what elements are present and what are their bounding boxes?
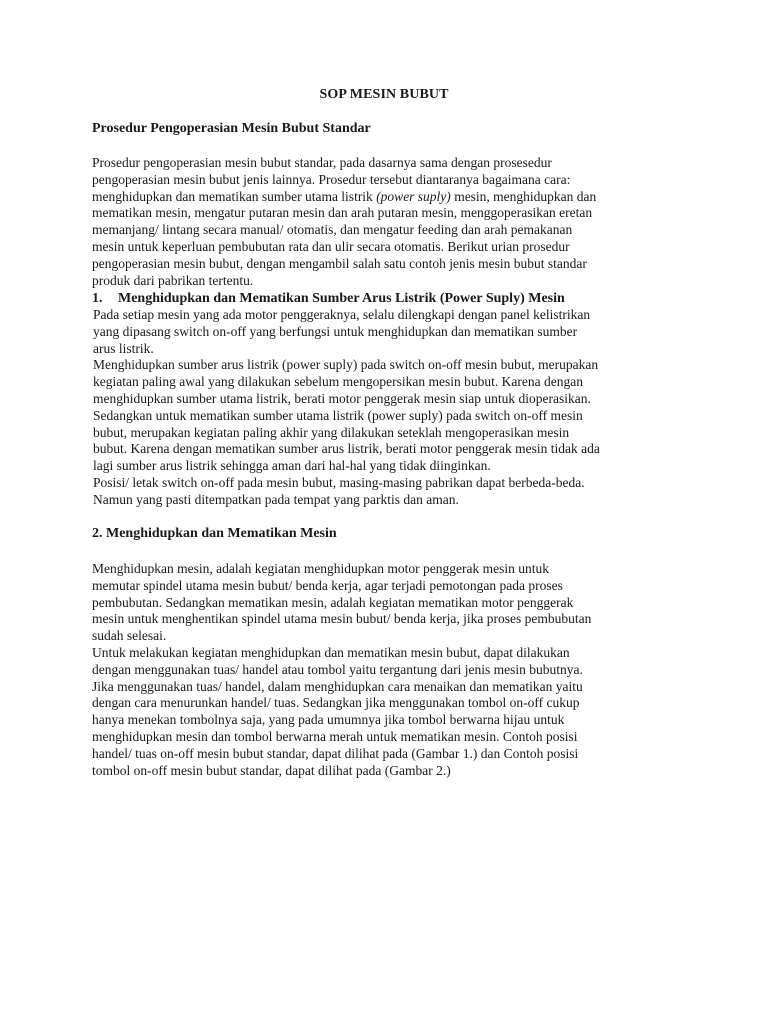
intro-line: pengoperasian mesin bubut jenis lainnya. Prosedur tersebut diantaranya bagaimana cara:: [92, 171, 571, 187]
intro-italic-text: (power suply): [376, 188, 451, 204]
intro-line: produk dari pabrikan tertentu.: [92, 272, 254, 288]
section1-line: menghidupkan sumber utama listrik, berati motor penggerak mesin siap untuk dioperasikan.: [93, 390, 591, 406]
intro-line: Prosedur pengoperasian mesin bubut standar, pada dasarnya sama dengan prosesedur: [92, 155, 552, 170]
intro-line: mesin untuk keperluan pembubutan rata dan ulir secara otomatis. Berikut urian prosedur: [92, 238, 570, 254]
section1-line: Posisi/ letak switch on-off pada mesin bubut, masing-masing pabrikan dapat berbeda-beda.: [93, 474, 585, 490]
section2-line: mesin untuk menghentikan spindel utama mesin bubut/ benda kerja, jika proses pembubutan: [92, 611, 592, 627]
section2-line: hanya menekan tombolnya saja, yang pada umumnya jika tombol berwarna hijau untuk: [92, 712, 565, 728]
section2-heading: 2. Menghidupkan dan Mematikan Mesin: [92, 526, 337, 541]
section1-number: 1.: [92, 291, 103, 306]
intro-line-text: menghidupkan dan mematikan sumber utama listrik: [92, 188, 377, 204]
section2-line: tombol on-off mesin bubut standar, dapat dilihat pada (Gambar 2.): [92, 762, 451, 778]
section2-line: dengan menggunakan tuas/ handel atau tombol yaitu tergantung dari jenis mesin bubutnya.: [92, 661, 583, 677]
section2-paragraph: [92, 561, 692, 779]
section2-line: Untuk melakukan kegiatan menghidupkan dan mematikan mesin bubut, dapat dilakukan: [92, 644, 570, 660]
intro-line: pengoperasian mesin bubut, dengan mengambil salah satu contoh jenis mesin bubut standar: [92, 255, 587, 271]
section2-line: pembubutan. Sedangkan mematikan mesin, adalah kegiatan mematikan motor penggerak: [92, 594, 574, 610]
section1-line: yang dipasang switch on-off yang berfungsi untuk menghidupkan dan mematikan sumber: [93, 323, 578, 339]
section1-line: Menghidupkan sumber arus listrik (power suply) pada switch on-off mesin bubut, merupakan: [93, 357, 599, 373]
section2-line: menghidupkan mesin dan tombol berwarna merah untuk mematikan mesin. Contoh posisi: [92, 728, 578, 744]
section2-line: sudah selesai.: [92, 628, 167, 644]
section1-line: Namun yang pasti ditempatkan pada tempat yang parktis dan aman.: [93, 491, 459, 507]
section1-line: bubut. Karena dengan mematikan sumber arus listrik, berati motor penggerak mesin tidak ada: [93, 441, 600, 457]
section2-line: memutar spindel utama mesin bubut/ benda kerja, agar terjadi pemotongan pada proses: [92, 577, 563, 593]
section1-line: kegiatan paling awal yang dilakukan sebelum mengopersikan mesin bubut. Karena dengan: [93, 374, 583, 390]
section1-heading: [92, 291, 565, 307]
intro-paragraph: [92, 155, 692, 289]
section1-line: bubut, merupakan kegiatan paling akhir yang dilakukan seteklah mengoperasikan mesin: [93, 424, 570, 440]
section2-line: handel/ tuas on-off mesin bubut standar, dapat dilihat pada (Gambar 1.) dan Contoh posisi: [92, 745, 579, 761]
section1-line: arus listrik.: [93, 340, 154, 356]
section2-line: dengan cara menurunkan handel/ tuas. Sedangkan jika menggunakan tombol on-off cukup: [92, 695, 580, 711]
section2-line: Menghidupkan mesin, adalah kegiatan menghidupkan motor penggerak mesin untuk: [92, 561, 550, 576]
section2-line: Jika menggunakan tuas/ handel, dalam menghidupkan cara menaikan dan mematikan yaitu: [92, 678, 583, 694]
section1-line: Sedangkan untuk mematikan sumber utama listrik (power suply) pada switch on-off mesin: [93, 407, 583, 423]
section1-line: lagi sumber arus listrik sehingga aman dari hal-hal yang tidak diinginkan.: [93, 458, 491, 474]
intro-line-tail: mesin, menghidupkan dan: [450, 188, 597, 204]
section1-line: Pada setiap mesin yang ada motor penggeraknya, selalu dilengkapi dengan panel kelistrikan: [93, 307, 591, 322]
intro-line: mematikan mesin, mengatur putaran mesin dan arah putaran mesin, menggoperasikan eretan: [92, 205, 593, 221]
intro-line: [92, 189, 692, 206]
document-subtitle: Prosedur Pengoperasian Mesin Bubut Standar: [92, 121, 371, 136]
document-title: SOP MESIN BUBUT: [319, 87, 449, 102]
section1-heading-text: Menghidupkan dan Mematikan Sumber Arus Listrik (Power Suply) Mesin: [118, 291, 565, 306]
section1-paragraph: [93, 307, 693, 509]
intro-line: memanjang/ lintang secara manual/ otomatis, dan mengatur feeding dan arah pemakanan: [92, 222, 573, 238]
